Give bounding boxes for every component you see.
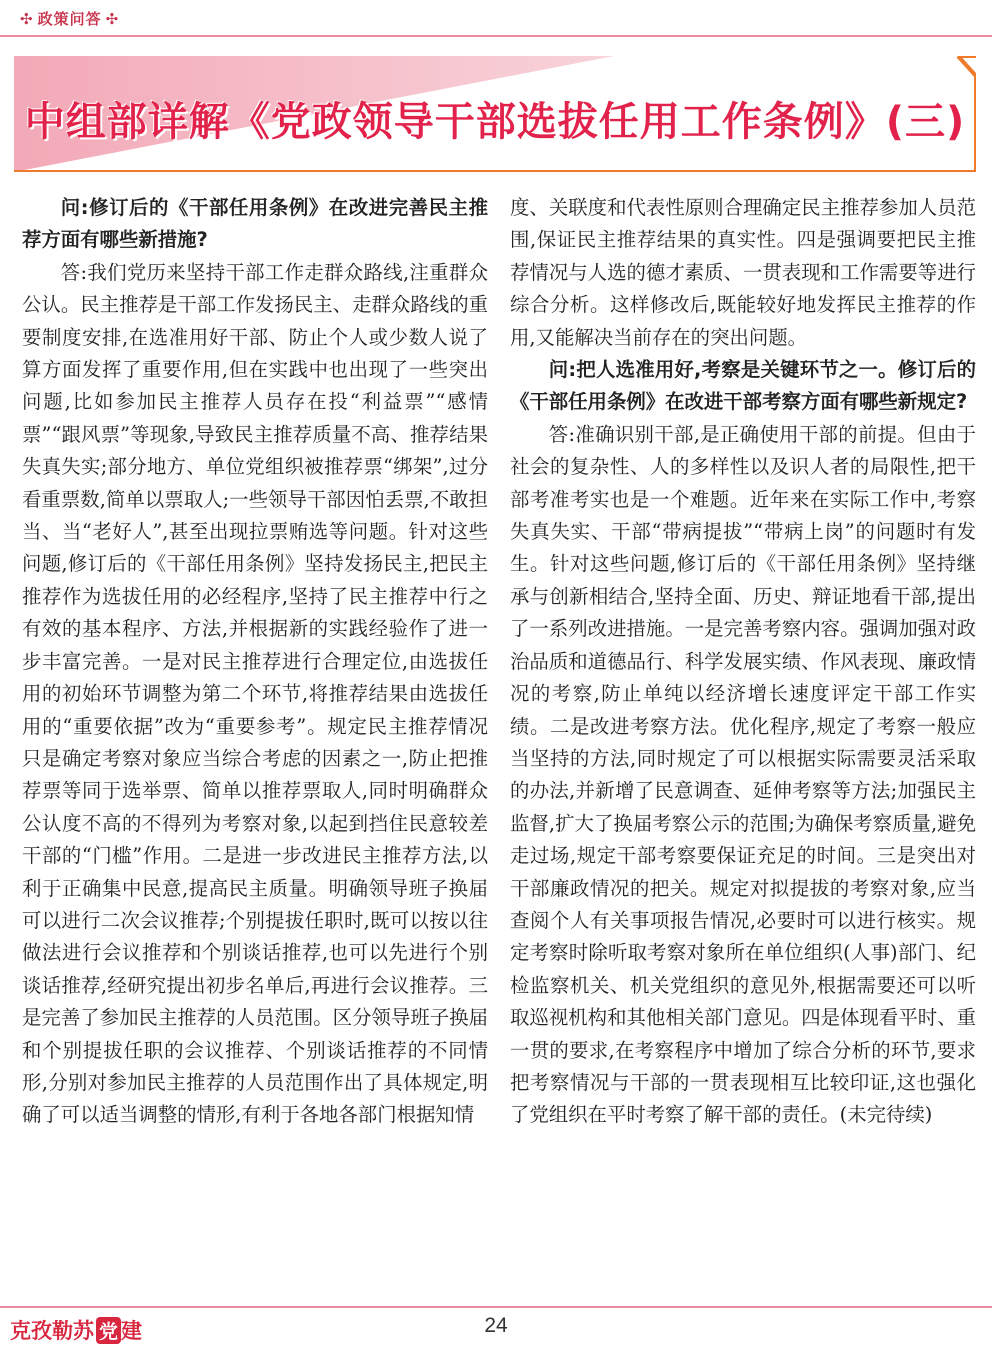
logo-text-suffix: 建 [121, 1319, 143, 1343]
article-column-right [510, 192, 976, 1132]
logo-text: 克孜勒苏 [10, 1319, 94, 1343]
article-title: 中组部详解《党政领导干部选拔任用工作条例》(三) [24, 99, 966, 145]
answer-paragraph: 答:准确识别干部,是正确使用干部的前提。但由于社会的复杂性、人的多样性以及识人者的局限性,把干部考准考实也是一个难题。近年来在实际工作中,考察失真失实、干部“带病提拔”“带病上岗”的问题时有发生。针对这些问题,修订后的《干部任用条例》坚持继承与创新相结合,坚持全面、历史、辩证地看干部,提出了一系列改进措施。一是完善考察内容。强调加强对政治品质和道德品行、科学发展实绩、作风表现、廉政情况的考察,防止单纯以经济增长速度评定干部工作实绩。二是改进考察方法。优化程序,规定了考察一般应当坚持的方法,同时规定了可以根据实际需要灵活采取的办法,并新增了民意调查、延伸考察等方法;加强民主监督,扩大了换届考察公示的范围;为确保考察质量,避免走过场,规定干部考察要保证充足的时间。三是突出对干部廉政情况的把关。规定对拟提拔的考察对象,应当查阅个人有关事项报告情况,必要时可以进行核实。规定考察时除听取考察对象所在单位组织(人事)部门、纪检监察机关、机关党组织的意见外,根据需要还可以听取巡视机构和其他相关部门意见。四是体现看平时、重一贯的要求,在考察程序中增加了综合分析的环节,要求把考察情况与干部的一贯表现相互比较印证,这也强化了党组织在平时考察了解干部的责任。(未完待续) [510, 422, 976, 1127]
title-banner [14, 56, 976, 172]
footer-divider [0, 1306, 992, 1308]
answer-continuation-paragraph: 度、关联度和代表性原则合理确定民主推荐参加人员范围,保证民主推荐结果的真实性。四是强调要把民主推荐情况与人选的德才素质、一贯表现和工作需要等进行综合分析。这样修改后,既能较好地发挥民主推荐的作用,又能解决当前存在的突出问题。 [510, 196, 976, 349]
page-number: 24 [484, 1314, 508, 1337]
section-label: 政策问答 [37, 10, 102, 28]
page-header [0, 0, 992, 38]
article-column-left [22, 192, 488, 1132]
header-divider [0, 35, 992, 37]
section-tag [16, 8, 123, 29]
ornament-icon: ✣ [20, 10, 34, 28]
logo-seal: 党 [96, 1317, 121, 1344]
question-paragraph: 问:把人选准用好,考察是关键环节之一。修订后的《干部任用条例》在改进干部考察方面有哪些新规定? [510, 358, 976, 414]
ornament-icon: ✣ [105, 10, 120, 28]
answer-paragraph: 答:我们党历来坚持干部工作走群众路线,注重群众公认。民主推荐是干部工作发扬民主、走群众路线的重要制度安排,在选准用好干部、防止个人或少数人说了算方面发挥了重要作用,但在实践中也出现了一些突出问题,比如参加民主推荐人员存在投“利益票”“感情票”“跟风票”等现象,导致民主推荐质量不高、推荐结果失真失实;部分地方、单位党组织被推荐票“绑架”,过分看重票数,简单以票取人;一些领导干部因怕丢票,不敢担当、当“老好人”,甚至出现拉票贿选等问题。针对这些问题,修订后的《干部任用条例》坚持发扬民主,把民主推荐作为选拔任用的必经程序,坚持了民主推荐中行之有效的基本程序、方法,并根据新的实践经验作了进一步丰富完善。一是对民主推荐进行合理定位,由选拔任用的初始环节调整为第二个环节,将推荐结果由选拔任用的“重要依据”改为“重要参考”。规定民主推荐情况只是确定考察对象应当综合考虑的因素之一,防止把推荐票等同于选举票、简单以推荐票取人,同时明确群众公认度不高的不得列为考察对象,以起到挡住民意较差干部的“门槛”作用。二是进一步改进民主推荐方法,以利于正确集中民意,提高民主质量。明确领导班子换届可以进行二次会议推荐;个别提拔任职时,既可以按以往做法进行会议推荐和个别谈话推荐,也可以先进行个别谈话推荐,经研究提出初步名单后,再进行会议推荐。三是完善了参加民主推荐的人员范围。区分领导班子换届和个别提拔任职的会议推荐、个别谈话推荐的不同情形,分别对参加民主推荐的人员范围作出了具体规定,明确了可以适当调整的情形,有利于各地各部门根据知情 [22, 260, 488, 1127]
question-paragraph: 问:修订后的《干部任用条例》在改进完善民主推荐方面有哪些新措施? [22, 196, 488, 252]
